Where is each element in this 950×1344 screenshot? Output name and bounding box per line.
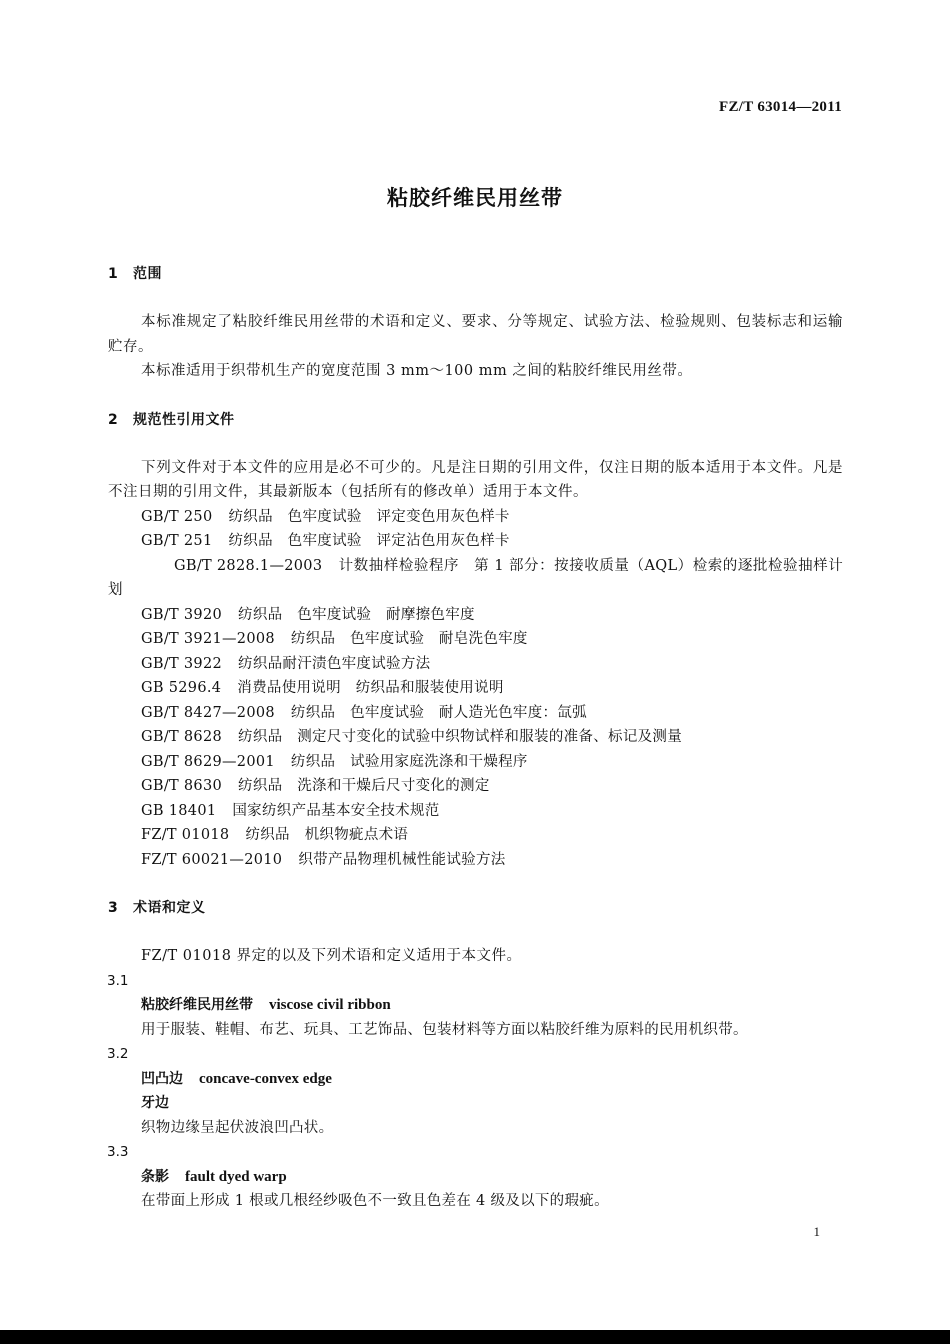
page-number: 1 bbox=[813, 1224, 820, 1239]
term-en: concave-convex edge bbox=[199, 1070, 332, 1087]
references-intro: 下列文件对于本文件的应用是必不可少的。凡是注日期的引用文件，仅注日期的版本适用于本文件。凡是不注日期的引用文件，其最新版本（包括所有的修改单）适用于本文件。 bbox=[108, 459, 843, 500]
reference-item bbox=[108, 774, 843, 799]
reference-title: 计数抽样检验程序 第 1 部分：按接收质量（AQL）检索的逐批检验抽样计划 bbox=[108, 557, 843, 598]
reference-title: 纺织品 色牢度试验 耐皂洗色牢度 bbox=[290, 631, 528, 647]
reference-code: GB/T 8629—2001 bbox=[141, 753, 275, 770]
term-heading bbox=[108, 1067, 843, 1092]
reference-code: FZ/T 01018 bbox=[141, 827, 230, 843]
reference-title: 纺织品 洗涤和干燥后尺寸变化的测定 bbox=[238, 778, 490, 794]
reference-title: 纺织品 机织物疵点术语 bbox=[245, 827, 409, 843]
standard-code: FZ/T 63014—2011 bbox=[719, 99, 842, 115]
term-en: fault dyed warp bbox=[185, 1168, 287, 1185]
reference-code: GB/T 8628 bbox=[141, 729, 223, 745]
section-number: 1 bbox=[108, 266, 119, 282]
reference-item bbox=[108, 627, 843, 652]
reference-code: GB/T 250 bbox=[141, 508, 213, 525]
section-number: 2 bbox=[108, 411, 119, 428]
reference-item bbox=[108, 676, 843, 701]
reference-title: 纺织品 色牢度试验 评定变色用灰色样卡 bbox=[228, 508, 510, 525]
reference-code: GB/T 3922 bbox=[141, 655, 223, 672]
reference-title: 纺织品 色牢度试验 评定沾色用灰色样卡 bbox=[228, 533, 510, 549]
term-number: 3.2 bbox=[107, 1046, 129, 1062]
reference-code: GB/T 3921—2008 bbox=[141, 631, 275, 647]
reference-title: 国家纺织产品基本安全技术规范 bbox=[232, 802, 440, 819]
terms-intro: FZ/T 01018 界定的以及下列术语和定义适用于本文件。 bbox=[141, 948, 522, 964]
term-number: 3.1 bbox=[107, 972, 129, 989]
reference-item bbox=[108, 725, 843, 750]
scope-paragraph-2: 本标准适用于织带机生产的宽度范围 3 mm～100 mm 之间的粘胶纤维民用丝带。 bbox=[141, 363, 693, 379]
reference-code: GB/T 8427—2008 bbox=[141, 704, 275, 721]
section-title: 规范性引用文件 bbox=[133, 411, 235, 428]
reference-title: 消费品使用说明 纺织品和服装使用说明 bbox=[237, 680, 504, 696]
reference-code: GB/T 251 bbox=[141, 533, 213, 549]
reference-item bbox=[108, 848, 843, 873]
reference-title: 纺织品 色牢度试验 耐人造光色牢度：氙弧 bbox=[290, 704, 587, 721]
term-definition: 用于服装、鞋帽、布艺、玩具、工艺饰品、包装材料等方面以粘胶纤维为原料的民用机织带。 bbox=[141, 1021, 748, 1038]
section-title: 术语和定义 bbox=[133, 900, 206, 916]
reference-code: FZ/T 60021—2010 bbox=[141, 851, 283, 868]
reference-item bbox=[108, 652, 843, 677]
reference-code: GB/T 8630 bbox=[141, 778, 223, 794]
section-heading-terms bbox=[108, 896, 843, 920]
scope-paragraph-1: 本标准规定了粘胶纤维民用丝带的术语和定义、要求、分等规定、试验方法、检验规则、包装标志和运输贮存。 bbox=[108, 314, 843, 355]
reference-code: GB 18401 bbox=[141, 802, 217, 819]
section-heading-references bbox=[108, 408, 843, 432]
reference-title: 纺织品 测定尺寸变化的试验中织物试样和服装的准备、标记及测量 bbox=[238, 729, 683, 745]
reference-title: 纺织品耐汗渍色牢度试验方法 bbox=[238, 655, 431, 672]
term-zh: 粘胶纤维民用丝带 bbox=[141, 997, 253, 1013]
bottom-border-bar bbox=[0, 1330, 950, 1344]
term-alternative: 牙边 bbox=[141, 1095, 169, 1111]
reference-code: GB 5296.4 bbox=[141, 680, 222, 696]
reference-item bbox=[108, 799, 843, 824]
reference-item bbox=[108, 823, 843, 848]
reference-title: 织带产品物理机械性能试验方法 bbox=[298, 851, 506, 868]
section-number: 3 bbox=[108, 900, 119, 916]
reference-item bbox=[108, 554, 843, 603]
reference-item bbox=[108, 529, 843, 554]
term-number: 3.3 bbox=[107, 1144, 129, 1160]
term-heading bbox=[108, 1165, 843, 1190]
reference-item bbox=[108, 603, 843, 628]
term-zh: 凹凸边 bbox=[141, 1070, 183, 1087]
term-zh: 条影 bbox=[141, 1168, 169, 1185]
reference-code: GB/T 3920 bbox=[141, 606, 223, 623]
reference-title: 纺织品 色牢度试验 耐摩擦色牢度 bbox=[238, 606, 475, 623]
reference-item bbox=[108, 701, 843, 726]
reference-item bbox=[108, 750, 843, 775]
term-definition: 织物边缘呈起伏波浪凹凸状。 bbox=[141, 1119, 334, 1136]
section-heading-scope bbox=[108, 262, 843, 286]
reference-code: GB/T 2828.1—2003 bbox=[174, 557, 323, 574]
document-body bbox=[108, 262, 843, 1214]
term-heading bbox=[108, 993, 843, 1018]
reference-item bbox=[108, 505, 843, 530]
document-title: 粘胶纤维民用丝带 bbox=[387, 186, 563, 210]
reference-title: 纺织品 试验用家庭洗涤和干燥程序 bbox=[290, 753, 528, 770]
term-en: viscose civil ribbon bbox=[269, 997, 391, 1013]
section-title: 范围 bbox=[133, 266, 162, 282]
term-definition: 在带面上形成 1 根或几根经纱吸色不一致且色差在 4 级及以下的瑕疵。 bbox=[141, 1193, 609, 1209]
